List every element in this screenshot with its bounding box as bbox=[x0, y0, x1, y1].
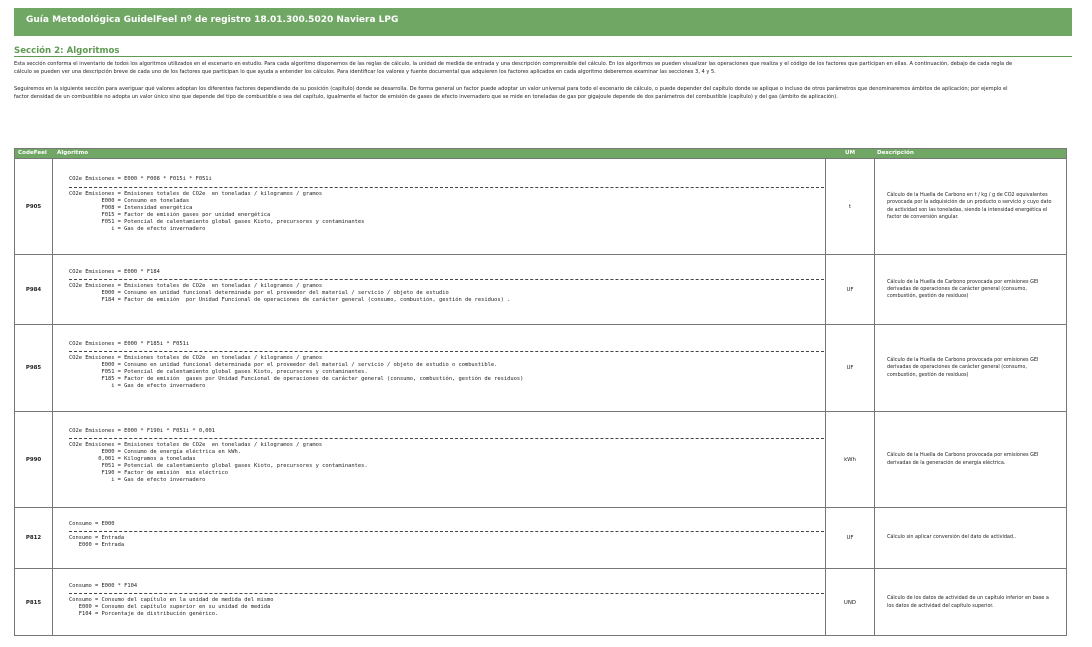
intro-paragraph-2: Seguiremos en la siguiente sección para averiguar qué valores adoptan los diferentes factores dependiendo de su posición (capítulo) donde se desarrolla. De forma general un factor puede adoptar un valor universal para todo el escenario de cálculo, o puede depender del capítulo donde se aplique o incluso de otros parámetros que denominaremos ámbitos de aplicación; por ejemplo el factor densidad de un combustible no adopta un valor único sino que depende del tipo de combustible o sea del capítulo, igualmente el factor de emisión de gases de efecto invernadero que se mide en toneladas de gas por gigajoule depende de dos parámetros del combustible (capítulo) y del gas (ámbito de aplicación). bbox=[14, 85, 1008, 100]
row-algorithm bbox=[53, 569, 826, 636]
header-um: UM bbox=[845, 150, 856, 156]
row-formula: Consumo = E000 bbox=[69, 521, 115, 527]
row-definitions: Consumo = Consumo del capítulo en la unidad de medida del mismo E000 = Consumo del capítulo superior en su unidad de medida F104 = Porcentaje de distribución genérico. bbox=[69, 597, 274, 617]
table-row bbox=[15, 254, 1066, 324]
row-description: Cálculo sin aplicar conversión del dato de actividad.. bbox=[887, 534, 1017, 541]
formula-divider bbox=[69, 351, 824, 352]
row-formula: CO2e Emisiones = E000 * F008 * F015i * F051i bbox=[69, 176, 212, 182]
row-algorithm bbox=[53, 255, 826, 324]
formula-divider bbox=[69, 531, 824, 532]
formula-divider bbox=[69, 279, 824, 280]
row-algorithm bbox=[53, 412, 826, 507]
row-formula: CO2e Emisiones = E000 * F185i * F051i bbox=[69, 341, 190, 347]
section-intro bbox=[14, 60, 1014, 109]
row-description: Cálculo de la Huella de Carbono provocada por emisiones GEI derivadas de la generación de energía eléctrica. bbox=[887, 452, 1039, 466]
table-row bbox=[15, 411, 1066, 507]
table-header bbox=[15, 149, 1066, 158]
row-code: P985 bbox=[15, 325, 53, 411]
intro-paragraph-1: Esta sección conforma el inventario de todos los algoritmos utilizados en el escenario en estudio. Para cada algoritmo disponemos de las reglas de cálculo, la unidad de medida de entrada y una descripción comprensible del cálculo. En los algoritmos se pueden visualizar las operaciones que realiza y el código de los factores que participan en ellas. A continuación, debajo de cada regla de cálculo se pueden ver una descripción breve de cada uno de los factores que participan lo que ayuda a entender los cálculos. Para identificar los valores y fuente documental que adquieren los factores aplicados en cada algoritmo deberemos examinar las secciones 3, 4 y 5. bbox=[14, 61, 1013, 76]
row-description: Cálculo de la Huella de Carbono en t / kg / g de CO2 equivalentes provocada por la adquisición de un producto o servicio y cuyo dato de actividad son las toneladas, siendo la intensidad energética el factor de conversión angular. bbox=[887, 192, 1052, 220]
algorithms-table bbox=[14, 148, 1067, 636]
row-algorithm bbox=[53, 508, 826, 568]
header-description: Descripción bbox=[877, 150, 914, 156]
section-divider bbox=[14, 56, 1072, 57]
row-formula: CO2e Emisiones = E000 * F184 bbox=[69, 269, 160, 275]
row-um: UF bbox=[826, 508, 875, 568]
row-um: kWh bbox=[826, 412, 875, 507]
row-definitions: CO2e Emisiones = Emisiones totales de CO2e en toneladas / kilogramos / gramos E000 = Consumo de energía eléctrica en kWh. 0,001 = Kilogramos a toneladas F051 = Potencial de calentamiento global gases Kioto, precursores y contaminantes. F190 = Factor de emisión mix eléctrico i = Gas de efecto invernadero bbox=[69, 442, 368, 483]
formula-divider bbox=[69, 187, 824, 188]
table-row bbox=[15, 568, 1066, 636]
row-algorithm bbox=[53, 325, 826, 411]
document-title: Guía Metodológica GuidelFeel nº de registro 18.01.300.5020 Naviera LPG bbox=[26, 15, 399, 25]
row-um: t bbox=[826, 159, 875, 254]
header-algorithm: Algoritmo bbox=[57, 150, 89, 156]
row-algorithm bbox=[53, 159, 826, 254]
formula-divider bbox=[69, 438, 824, 439]
row-um: UF bbox=[826, 255, 875, 324]
table-row bbox=[15, 158, 1066, 254]
row-code: P984 bbox=[15, 255, 53, 324]
row-formula: CO2e Emisiones = E000 * F190i * F051i * 0,001 bbox=[69, 428, 216, 434]
row-definitions: CO2e Emisiones = Emisiones totales de CO2e en toneladas / kilogramos / gramos E000 = Consumo en unidad funcional determinada por el proveedor del material / servicio / objeto de estudio o combustible. F051 = Potencial de calentamiento global gases Kioto, precursores y contaminantes. F185 = Factor de emisión gases por Unidad Funcional de operaciones de carácter general (consumo, combustión, gestión de residuos) i = Gas de efecto invernadero bbox=[69, 355, 524, 389]
row-code: P812 bbox=[15, 508, 53, 568]
row-definitions: CO2e Emisiones = Emisiones totales de CO2e en toneladas / kilogramos / gramos E000 = Consumo en unidad funcional determinada por el proveedor del material / servicio / objeto de estudio F184 = Factor de emisión por Unidad Funcional de operaciones de carácter general (consumo, combustión, gestión de residuos) . bbox=[69, 283, 511, 303]
row-code: P905 bbox=[15, 159, 53, 254]
row-um: UF bbox=[826, 325, 875, 411]
document-header bbox=[14, 8, 1072, 36]
section-title: Sección 2: Algoritmos bbox=[14, 46, 120, 56]
row-um: UND bbox=[826, 569, 875, 636]
formula-divider bbox=[69, 593, 824, 594]
table-row bbox=[15, 507, 1066, 568]
row-definitions: Consumo = Entrada E000 = Entrada bbox=[69, 535, 125, 548]
row-description: Cálculo de los datos de actividad de un capítulo inferior en base a los datos de actividad del capítulo superior. bbox=[887, 595, 1049, 609]
row-description: Cálculo de la Huella de Carbono provocada por emisiones GEI derivadas de operaciones de carácter general (consumo, combustión, gestión de residuos) bbox=[887, 278, 1039, 300]
row-formula: Consumo = E000 * F104 bbox=[69, 583, 138, 589]
row-description: Cálculo de la Huella de Carbono provocada por emisiones GEI derivadas de operaciones de carácter general (consumo, combustión, gestión de residuos) bbox=[887, 357, 1039, 378]
table-row bbox=[15, 324, 1066, 411]
row-code: P990 bbox=[15, 412, 53, 507]
row-code: P815 bbox=[15, 569, 53, 636]
header-code: CodeFeel bbox=[18, 150, 47, 156]
row-definitions: CO2e Emisiones = Emisiones totales de CO2e en toneladas / kilogramos / gramos E000 = Consumo en toneladas F008 = Intensidad energética F015 = Factor de emisión gases por unidad energética F051 = Potencial de calentamiento global gases Kioto, precursores y contaminantes i = Gas de efecto invernadero bbox=[69, 191, 365, 232]
